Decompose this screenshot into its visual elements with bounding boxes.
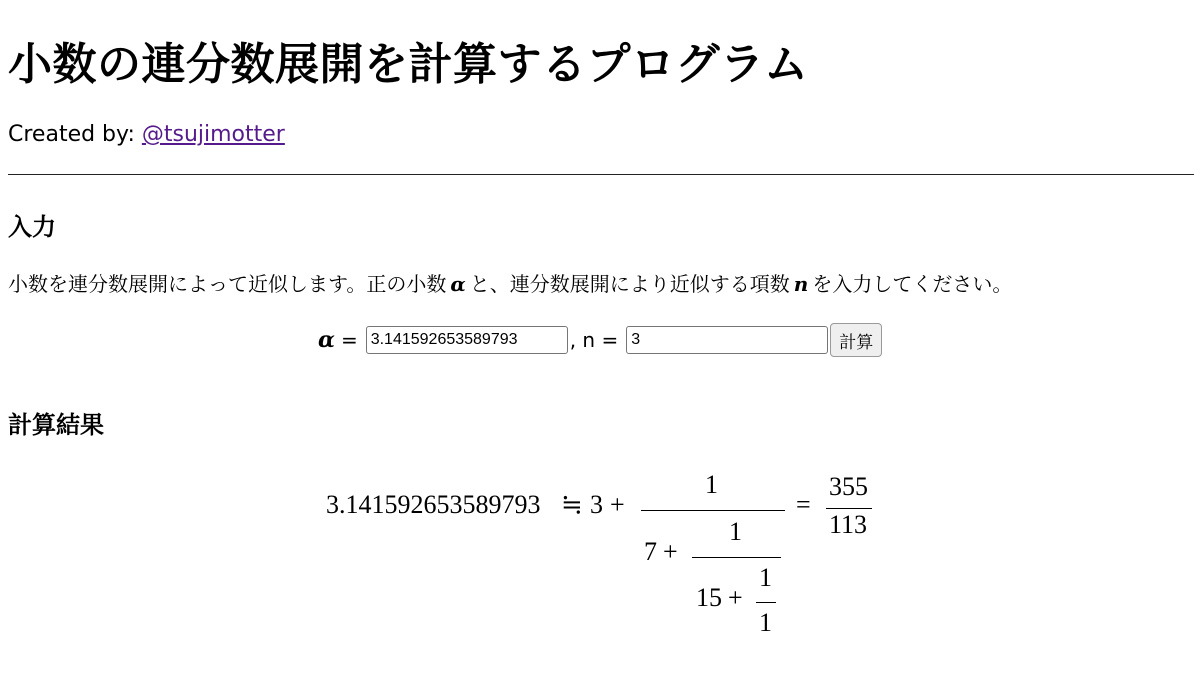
fraction-bar-3: [756, 602, 776, 603]
result-fraction-bar: [826, 508, 872, 509]
numerator-1: 1: [705, 470, 718, 499]
plus-sign-3: +: [728, 583, 743, 612]
n-input[interactable]: [626, 326, 828, 354]
input-form: [318, 322, 882, 358]
description-text-2: と、連分数展開により近似する項数: [469, 272, 790, 296]
input-heading: 入力: [8, 213, 56, 241]
created-by: [8, 122, 285, 147]
n-symbol: n: [793, 272, 809, 296]
decimal-value: 3.141592653589793: [326, 490, 541, 519]
numerator-3: 1: [759, 563, 772, 592]
page-content: [8, 0, 1194, 683]
alpha-symbol: α: [450, 272, 466, 296]
term-a1: 7: [644, 537, 657, 566]
description-text-1: 小数を連分数展開によって近似します。正の小数: [8, 272, 447, 296]
alpha-label: α: [318, 327, 335, 353]
created-by-label: Created by:: [8, 122, 142, 147]
fraction-bar-2: [692, 557, 781, 558]
section-divider: [8, 174, 1194, 175]
fraction-bar-1: [641, 510, 785, 511]
denominator-last: 1: [759, 608, 772, 637]
calculate-button[interactable]: 計算: [830, 323, 882, 357]
author-link[interactable]: @tsujimotter: [141, 122, 285, 147]
approx-sign: ≒: [561, 490, 583, 519]
input-description: [8, 268, 1012, 297]
numerator-2: 1: [729, 517, 742, 546]
result-numerator: 355: [829, 472, 868, 501]
page-title: 小数の連分数展開を計算するプログラム: [8, 39, 809, 90]
alpha-input[interactable]: [366, 326, 568, 354]
n-label: , n =: [569, 328, 619, 352]
integer-part: 3: [590, 490, 603, 519]
result-heading: 計算結果: [8, 411, 104, 439]
equals-sign: =: [796, 490, 811, 519]
plus-sign-2: +: [663, 537, 678, 566]
plus-sign-1: +: [610, 490, 625, 519]
result-denominator: 113: [829, 510, 868, 539]
term-a2: 15: [696, 583, 722, 612]
description-text-3: を入力してください。: [812, 272, 1013, 296]
alpha-equals: =: [340, 328, 358, 352]
